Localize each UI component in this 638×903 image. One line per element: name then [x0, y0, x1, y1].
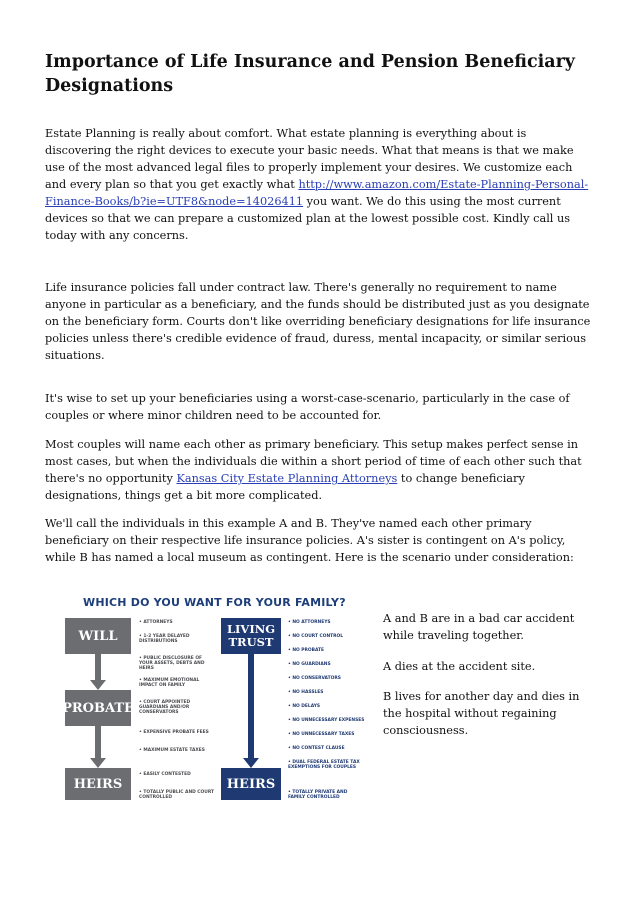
will-bullet: • EXPENSIVE PROBATE FEES	[139, 730, 217, 735]
will-bullet: • TOTALLY PUBLIC AND COURT CONTROLLED	[139, 790, 217, 800]
scenario-step-1: A and B are in a bad car accident while traveling together.	[383, 612, 575, 642]
arrow-shaft	[248, 654, 254, 762]
trust-bullet: • NO PROBATE	[288, 648, 366, 653]
will-bullet: • MAXIMUM EMOTIONAL IMPACT ON FAMILY	[139, 678, 217, 688]
trust-bullet: • NO UNNECESSARY EXPENSES	[288, 718, 366, 723]
trust-bullet: • DUAL FEDERAL ESTATE TAX EXEMPTIONS FOR COUPLES	[288, 760, 366, 770]
trust-bullet: • NO HASSLES	[288, 690, 366, 695]
paragraph-text: you want. We do this using the most current devices so that we can prepare a customized plan at the lowest possible cost. Kindly call us today with any concerns.	[45, 195, 571, 242]
will-bullet: • 1-2 YEAR DELAYED DISTRIBUTIONS	[139, 634, 217, 644]
will-box: WILL	[65, 618, 131, 654]
diagram-title: WHICH DO YOU WANT FOR YOUR FAMILY?	[83, 596, 346, 609]
arrow-down-icon	[90, 680, 106, 690]
kansas-city-attorneys-link[interactable]: Kansas City Estate Planning Attorneys	[176, 472, 398, 485]
arrow-down-icon	[90, 758, 106, 768]
paragraph-couples	[45, 436, 593, 504]
paragraph-text: Most couples will name each other as primary beneficiary. This setup makes perfect sense in most cases, but when the individuals die within a short period of time of each other such that there's no opportunity	[45, 438, 582, 485]
paragraph-text: to change beneficiary designations, things get a bit more complicated.	[45, 472, 525, 502]
trust-bullet: • NO CONTEST CLAUSE	[288, 746, 366, 751]
heirs-box-right: HEIRS	[221, 768, 281, 800]
will-bullet: • EASILY CONTESTED	[139, 772, 217, 777]
arrow-down-icon	[243, 758, 259, 768]
trust-bullet: • NO ATTORNEYS	[288, 620, 366, 625]
will-bullet: • COURT APPOINTED GUARDIANS AND/OR CONSERVATORS	[139, 700, 217, 715]
trust-bullet: • NO COURT CONTROL	[288, 634, 366, 639]
trust-bullet: • NO UNNECESSARY TAXES	[288, 732, 366, 737]
paragraph-worst-case: It's wise to set up your beneficiaries using a worst-case-scenario, particularly in the case of couples or where minor children need to be accounted for.	[45, 392, 570, 422]
scenario-step-3: B lives for another day and dies in the hospital without regaining consciousness.	[383, 690, 580, 737]
will-bullet: • MAXIMUM ESTATE TAXES	[139, 748, 217, 753]
trust-bullet: • NO CONSERVATORS	[288, 676, 366, 681]
arrow-shaft	[95, 726, 101, 762]
probate-box: PROBATE	[65, 690, 131, 726]
paragraph-text: Estate Planning is really about comfort. What estate planning is everything about is discovering the right devices to execute your basic needs. What that means is that we make use of the most advanced legal files to properly implement your desires. We customize each and every plan so that you get exactly what	[45, 127, 574, 191]
paragraph-contract-law: Life insurance policies fall under contract law. There's generally no requirement to name anyone in particular as a beneficiary, and the funds should be distributed just as you designate on the beneficiary form. Courts don't like overriding beneficiary designations for life insurance policies unless there's credible evidence of fraud, duress, mental incapacity, or similar serious situations.	[45, 281, 591, 362]
trust-bullet: • NO GUARDIANS	[288, 662, 366, 667]
page-title: Importance of Life Insurance and Pension Beneficiary Designations	[45, 52, 575, 96]
will-vs-trust-diagram	[55, 594, 375, 824]
living-trust-box: LIVING TRUST	[221, 618, 281, 654]
paragraph-example: We'll call the individuals in this example A and B. They've named each other primary beneficiary on their respective life insurance policies. A's sister is contingent on A's policy, while B has named a local museum as contingent. Here is the scenario under consideration:	[45, 517, 574, 564]
paragraph-estate-planning	[45, 125, 593, 244]
will-bullet: • PUBLIC DISCLOSURE OF YOUR ASSETS, DEBTS AND HEIRS	[139, 656, 217, 671]
amazon-link[interactable]: http://www.amazon.com/Estate-Planning-Personal-Finance-Books/b?ie=UTF8&node=14026411	[45, 178, 589, 208]
heirs-box-left: HEIRS	[65, 768, 131, 800]
will-bullet: • ATTORNEYS	[139, 620, 217, 625]
scenario-step-2: A dies at the accident site.	[383, 660, 536, 673]
trust-bullet: • TOTALLY PRIVATE AND FAMILY CONTROLLED	[288, 790, 366, 800]
trust-bullet: • NO DELAYS	[288, 704, 366, 709]
